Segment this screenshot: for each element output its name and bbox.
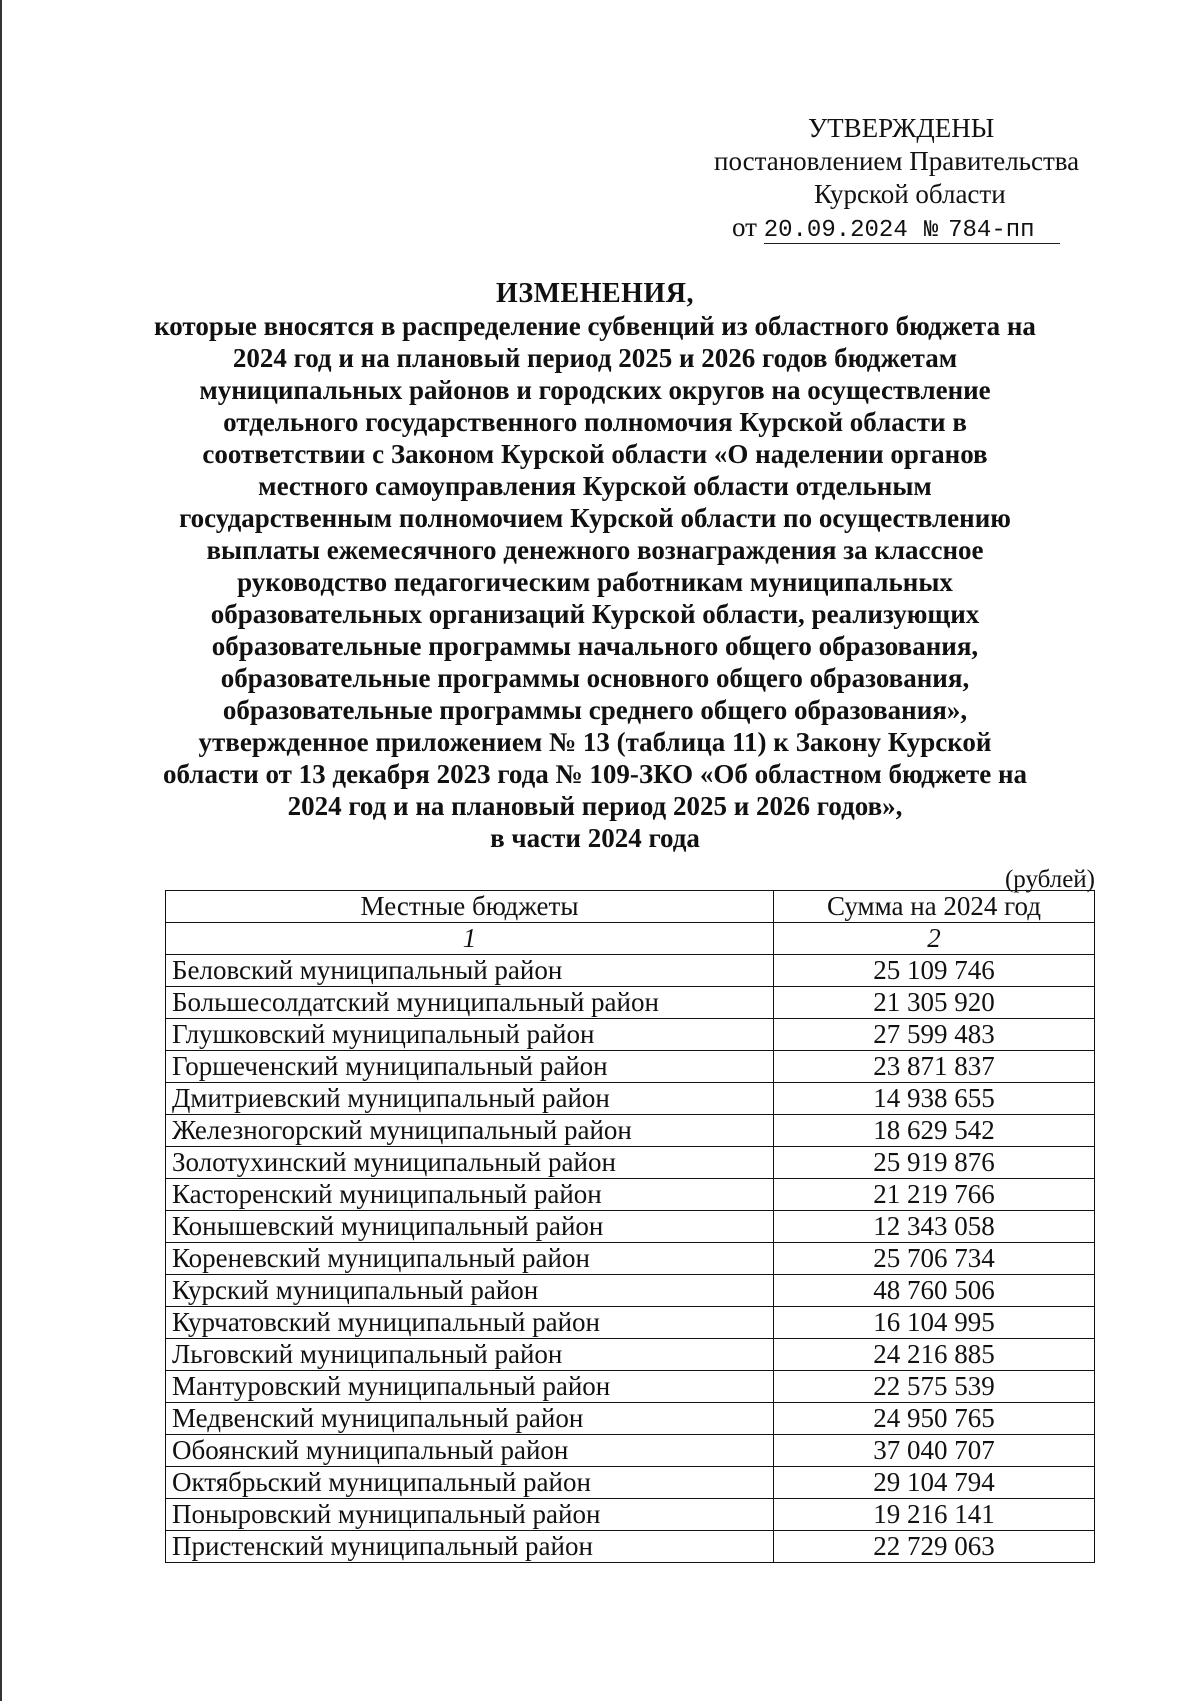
approval-heading: УТВЕРЖДЕНЫ <box>808 113 995 143</box>
approval-stamp <box>660 112 1110 244</box>
approval-from-label: от <box>732 212 757 242</box>
district-name: Дмитриевский муниципальный район <box>166 1083 774 1115</box>
amount-value: 25 706 734 <box>774 1243 1095 1275</box>
district-name: Поныровский муниципальный район <box>166 1499 774 1531</box>
title-heading: ИЗМЕНЕНИЯ, <box>496 278 694 309</box>
column-header-budgets: Местные бюджеты <box>166 891 774 923</box>
district-name: Золотухинский муниципальный район <box>166 1147 774 1179</box>
table-row <box>166 1531 1095 1563</box>
table-row <box>166 987 1095 1019</box>
title-line: отдельного государственного полномочия Курской области в <box>223 407 967 437</box>
table-row <box>166 1435 1095 1467</box>
district-name: Мантуровский муниципальный район <box>166 1371 774 1403</box>
district-name: Кореневский муниципальный район <box>166 1243 774 1275</box>
district-name: Пристенский муниципальный район <box>166 1531 774 1563</box>
district-name: Горшеченский муниципальный район <box>166 1051 774 1083</box>
district-name: Обоянский муниципальный район <box>166 1435 774 1467</box>
district-name: Железногорский муниципальный район <box>166 1115 774 1147</box>
district-name: Курский муниципальный район <box>166 1275 774 1307</box>
district-name: Конышевский муниципальный район <box>166 1211 774 1243</box>
title-line: образовательные программы основного общего образования, <box>220 663 970 693</box>
amount-value: 37 040 707 <box>774 1435 1095 1467</box>
table-row <box>166 1307 1095 1339</box>
column-header-amount: Сумма на 2024 год <box>774 891 1095 923</box>
table-body <box>166 955 1095 1563</box>
table-row <box>166 1403 1095 1435</box>
table-row <box>166 1147 1095 1179</box>
table-row <box>166 1019 1095 1051</box>
district-name: Глушковский муниципальный район <box>166 1019 774 1051</box>
title-line: образовательные программы среднего общего образования», <box>222 695 968 725</box>
title-line: в части 2024 года <box>490 823 700 853</box>
approval-date-line <box>660 211 1110 244</box>
table-row <box>166 955 1095 987</box>
amount-value: 21 219 766 <box>774 1179 1095 1211</box>
title-line: которые вносятся в распределение субвенций из областного бюджета на <box>154 311 1036 341</box>
title-line: 2024 год и на плановый период 2025 и 2026 годов», <box>287 791 903 821</box>
district-name: Льговский муниципальный район <box>166 1339 774 1371</box>
approval-by: постановлением Правительства <box>714 146 1080 176</box>
district-name: Беловский муниципальный район <box>166 955 774 987</box>
amount-value: 19 216 141 <box>774 1499 1095 1531</box>
amount-value: 24 950 765 <box>774 1403 1095 1435</box>
amount-value: 24 216 885 <box>774 1339 1095 1371</box>
district-name: Медвенский муниципальный район <box>166 1403 774 1435</box>
title-line: утвержденное приложением № 13 (таблица 11) к Закону Курской <box>198 727 992 757</box>
approval-region: Курской области <box>814 179 1006 209</box>
table-row <box>166 1339 1095 1371</box>
approval-number-label: № <box>923 217 939 244</box>
document-title <box>150 278 1040 854</box>
column-index-2: 2 <box>774 923 1095 955</box>
district-name: Октябрьский муниципальный район <box>166 1467 774 1499</box>
district-name: Курчатовский муниципальный район <box>166 1307 774 1339</box>
title-line: образовательные программы начального общего образования, <box>211 631 979 661</box>
amount-value: 25 109 746 <box>774 955 1095 987</box>
table-row <box>166 1083 1095 1115</box>
title-line: местного самоуправления Курской области отдельным <box>258 471 932 501</box>
amount-value: 14 938 655 <box>774 1083 1095 1115</box>
amount-value: 12 343 058 <box>774 1211 1095 1243</box>
amount-value: 29 104 794 <box>774 1467 1095 1499</box>
amount-value: 16 104 995 <box>774 1307 1095 1339</box>
subsidy-table <box>165 890 1095 1563</box>
table-row <box>166 1499 1095 1531</box>
scan-edge-line <box>0 0 2 1701</box>
title-line: образовательных организаций Курской области, реализующих <box>210 599 980 629</box>
table-row <box>166 1115 1095 1147</box>
table-header-row <box>166 891 1095 923</box>
amount-value: 22 575 539 <box>774 1371 1095 1403</box>
approval-date: 20.09.2024 <box>764 219 924 244</box>
table-index-row <box>166 923 1095 955</box>
title-line: государственным полномочием Курской области по осуществлению <box>179 503 1011 533</box>
amount-value: 27 599 483 <box>774 1019 1095 1051</box>
title-line: 2024 год и на плановый период 2025 и 2026 годов бюджетам <box>232 343 958 373</box>
amount-value: 25 919 876 <box>774 1147 1095 1179</box>
amount-value: 22 729 063 <box>774 1531 1095 1563</box>
amount-value: 18 629 542 <box>774 1115 1095 1147</box>
amount-value: 21 305 920 <box>774 987 1095 1019</box>
column-index-1: 1 <box>166 923 774 955</box>
approval-number: 784-пп <box>938 219 1060 244</box>
title-body <box>150 310 1040 854</box>
title-line: муниципальных районов и городских округов на осуществление <box>199 375 991 405</box>
table-row <box>166 1275 1095 1307</box>
title-line: соответствии с Законом Курской области «О наделении органов <box>202 439 988 469</box>
amount-value: 48 760 506 <box>774 1275 1095 1307</box>
table-row <box>166 1051 1095 1083</box>
title-line: выплаты ежемесячного денежного вознаграждения за классное <box>206 535 984 565</box>
unit-label: (рублей) <box>1004 866 1095 893</box>
table-row <box>166 1243 1095 1275</box>
amount-value: 23 871 837 <box>774 1051 1095 1083</box>
district-name: Касторенский муниципальный район <box>166 1179 774 1211</box>
title-line: области от 13 декабря 2023 года № 109-ЗКО «Об областном бюджете на <box>162 759 1027 789</box>
table-row <box>166 1179 1095 1211</box>
table-row <box>166 1211 1095 1243</box>
table-row <box>166 1371 1095 1403</box>
table-row <box>166 1467 1095 1499</box>
district-name: Большесолдатский муниципальный район <box>166 987 774 1019</box>
title-line: руководство педагогическим работникам муниципальных <box>237 567 953 597</box>
